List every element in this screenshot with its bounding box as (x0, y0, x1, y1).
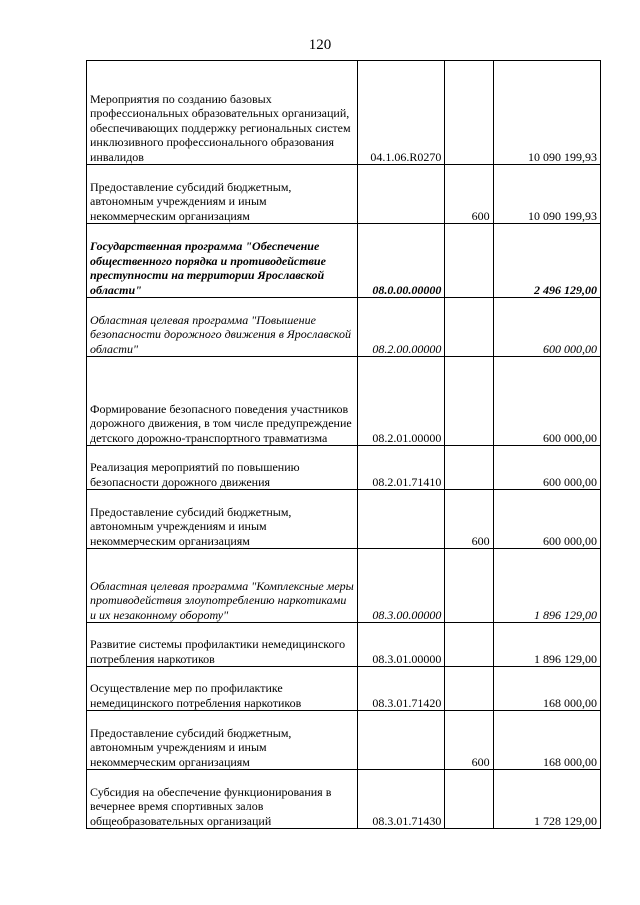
row-type-cell: 600 (445, 490, 493, 549)
row-name-cell: Предоставление субсидий бюджетным, автономным учреждениям и иным некоммерческим организациям (87, 165, 358, 224)
table-row (87, 165, 601, 224)
row-amount-cell: 168 000,00 (493, 711, 600, 770)
row-code-cell: 08.2.01.00000 (358, 357, 445, 446)
row-amount-cell: 600 000,00 (493, 490, 600, 549)
row-name-cell: Областная целевая программа "Повышение безопасности дорожного движения в Ярославской области" (87, 298, 358, 357)
table-row (87, 667, 601, 711)
row-type-cell (445, 61, 493, 165)
row-code-cell (358, 490, 445, 549)
row-name-cell: Государственная программа "Обеспечение общественного порядка и противодействие преступности на территории Ярославской области" (87, 224, 358, 298)
row-type-cell (445, 549, 493, 623)
row-amount-cell: 600 000,00 (493, 298, 600, 357)
row-amount-cell: 600 000,00 (493, 357, 600, 446)
row-name-cell: Мероприятия по созданию базовых профессиональных образовательных организаций, обеспечивающих поддержку региональных систем инклюзивного профессионального образования инвалидов (87, 61, 358, 165)
budget-table (86, 60, 601, 829)
row-type-cell (445, 224, 493, 298)
row-code-cell: 08.0.00.00000 (358, 224, 445, 298)
row-type-cell (445, 770, 493, 829)
row-name-cell: Субсидия на обеспечение функционирования в вечернее время спортивных залов общеобразовательных организаций (87, 770, 358, 829)
page-number: 120 (308, 37, 332, 53)
table-row (87, 770, 601, 829)
row-amount-cell: 600 000,00 (493, 446, 600, 490)
row-name-cell: Предоставление субсидий бюджетным, автономным учреждениям и иным некоммерческим организациям (87, 711, 358, 770)
row-code-cell: 08.3.01.00000 (358, 623, 445, 667)
row-type-cell (445, 298, 493, 357)
row-type-cell: 600 (445, 165, 493, 224)
row-type-cell (445, 446, 493, 490)
table-row (87, 298, 601, 357)
row-amount-cell: 10 090 199,93 (493, 165, 600, 224)
table-row (87, 357, 601, 446)
row-type-cell: 600 (445, 711, 493, 770)
row-name-cell: Осуществление мер по профилактике немедицинского потребления наркотиков (87, 667, 358, 711)
row-code-cell (358, 165, 445, 224)
row-amount-cell: 168 000,00 (493, 667, 600, 711)
row-code-cell: 08.3.01.71430 (358, 770, 445, 829)
row-type-cell (445, 623, 493, 667)
row-amount-cell: 1 896 129,00 (493, 623, 600, 667)
row-name-cell: Областная целевая программа "Комплексные меры противодействия злоупотреблению наркотиками и их незаконному обороту" (87, 549, 358, 623)
row-code-cell: 08.3.01.71420 (358, 667, 445, 711)
row-amount-cell: 1 896 129,00 (493, 549, 600, 623)
table-row (87, 711, 601, 770)
row-code-cell: 08.2.00.00000 (358, 298, 445, 357)
row-type-cell (445, 357, 493, 446)
row-amount-cell: 1 728 129,00 (493, 770, 600, 829)
row-name-cell: Реализация мероприятий по повышению безопасности дорожного движения (87, 446, 358, 490)
table-row (87, 224, 601, 298)
row-name-cell: Предоставление субсидий бюджетным, автономным учреждениям и иным некоммерческим организациям (87, 490, 358, 549)
row-type-cell (445, 667, 493, 711)
row-amount-cell: 10 090 199,93 (493, 61, 600, 165)
table-row (87, 446, 601, 490)
row-name-cell: Развитие системы профилактики немедицинского потребления наркотиков (87, 623, 358, 667)
row-name-cell: Формирование безопасного поведения участников дорожного движения, в том числе предупреждение детского дорожно-транспортного травматизма (87, 357, 358, 446)
budget-table-body (87, 61, 601, 829)
table-row (87, 623, 601, 667)
table-row (87, 549, 601, 623)
table-row (87, 490, 601, 549)
table-row (87, 61, 601, 165)
row-code-cell: 04.1.06.R0270 (358, 61, 445, 165)
row-code-cell: 08.3.00.00000 (358, 549, 445, 623)
row-code-cell (358, 711, 445, 770)
row-code-cell: 08.2.01.71410 (358, 446, 445, 490)
row-amount-cell: 2 496 129,00 (493, 224, 600, 298)
